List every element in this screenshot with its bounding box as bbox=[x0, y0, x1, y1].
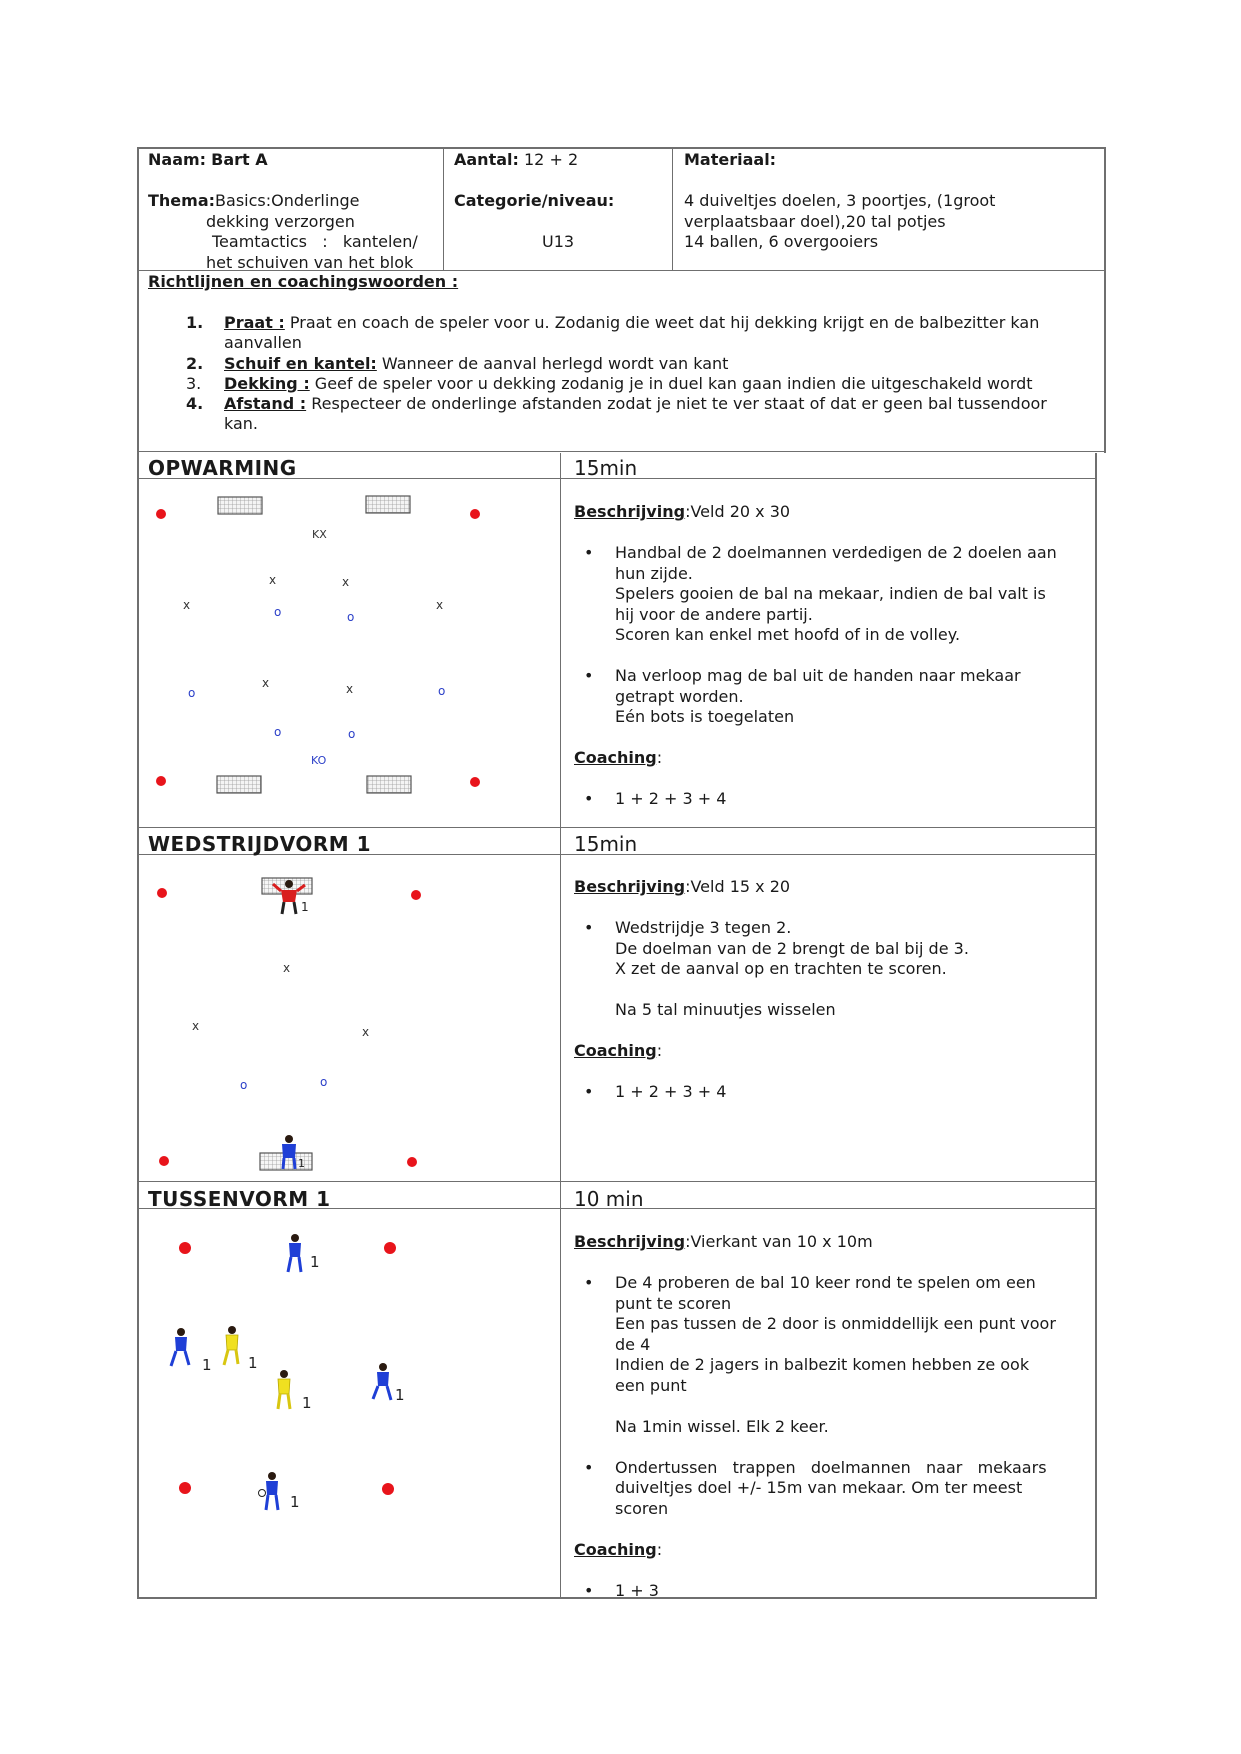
player-o: o bbox=[320, 1075, 328, 1089]
player-o: o bbox=[274, 725, 282, 739]
thema-label: Thema: bbox=[148, 191, 216, 210]
guidelines-list bbox=[138, 313, 1088, 435]
wedstrijdvorm-diagram bbox=[140, 856, 558, 1179]
guideline-item: 4. Afstand : Respecteer de onderlinge afstanden zodat je niet te ver staat of dat er geen bal tussendoor kan. bbox=[186, 394, 1047, 434]
cone bbox=[156, 776, 166, 786]
thema-line: dekking verzorgen bbox=[206, 211, 355, 231]
guideline-item: 1. Praat : Praat en coach de speler voor u. Zodanig die weet dat hij dekking krijgt en de balbezitter kan aanvallen bbox=[186, 313, 1040, 353]
name-value: Bart A bbox=[211, 150, 268, 169]
player-blue-icon bbox=[288, 1234, 301, 1272]
goal bbox=[366, 496, 410, 513]
player-x: x bbox=[192, 1019, 200, 1033]
coaching-bullet: • 1 + 2 + 3 + 4 bbox=[584, 789, 727, 808]
aantal-label: Aantal: bbox=[454, 150, 519, 169]
cone bbox=[157, 888, 167, 898]
bullet-block: • Ondertussen trappen doelmannen naar mekaars duiveltjes doel +/- 15m van mekaar. Om ter meest scoren bbox=[584, 1457, 1047, 1518]
keeper-o-label: KO bbox=[311, 754, 327, 767]
player-number: 1 bbox=[298, 1157, 305, 1170]
goal bbox=[367, 776, 411, 793]
player-yellow-icon bbox=[278, 1370, 290, 1409]
player-blue-icon bbox=[259, 1472, 279, 1510]
goal bbox=[217, 776, 261, 793]
bullet-block: • Na verloop mag de bal uit de handen naar mekaar getrapt worden. Eén bots is toegelaten bbox=[584, 666, 1021, 726]
guideline-item: 3. Dekking : Geef de speler voor u dekking zodanig je in duel kan gaan indien die uitgeschakeld wordt bbox=[186, 373, 1033, 393]
materiaal-line: verplaatsbaar doel),20 tal potjes bbox=[684, 211, 946, 231]
guidelines-title: Richtlijnen en coachingswoorden : bbox=[148, 272, 459, 291]
cone bbox=[384, 1242, 396, 1254]
player-o: o bbox=[274, 605, 282, 619]
cone bbox=[411, 890, 421, 900]
materiaal-line: 14 ballen, 6 overgooiers bbox=[684, 232, 879, 251]
player-number: 1 bbox=[302, 1394, 312, 1412]
bullet-block: • Handbal de 2 doelmannen verdedigen de 2 doelen aan hun zijde. Spelers gooien de bal na mekaar, indien de bal valt is hij voor de andere partij. Scoren kan enkel met hoofd of in de volley. bbox=[584, 543, 1057, 644]
section-title: WEDSTRIJDVORM 1 bbox=[148, 832, 372, 856]
player-x: x bbox=[262, 676, 270, 690]
section-title: TUSSENVORM 1 bbox=[148, 1187, 331, 1211]
player-o: o bbox=[347, 610, 355, 624]
wedstrijdvorm-description: Beschrijving:Veld 15 x 20 • Wedstrijdje 3 tegen 2. De doelman van de 2 brengt de bal bij de 3. X zet de aanval op en trachten te scoren. Na 5 tal minuutjes wisselen Coaching: • 1 + 2 + 3 + 4 bbox=[574, 877, 1089, 1103]
coaching-label: Coaching bbox=[574, 1539, 657, 1559]
thema-line: het schuiven van het blok bbox=[206, 252, 414, 272]
thema-line: Basics:Onderlinge bbox=[215, 191, 360, 210]
section-duration: 15min bbox=[574, 832, 638, 856]
categorie-value: U13 bbox=[542, 232, 575, 251]
section-title: OPWARMING bbox=[148, 456, 297, 480]
opwarming-description: Beschrijving:Veld 20 x 30 • Handbal de 2 doelmannen verdedigen de 2 doelen aan hun zijde. Spelers gooien de bal na mekaar, indien de bal valt is hij voor de andere partij. Scoren kan enkel met hoofd of in de volley. • Na verloop mag de bal uit de handen naar mekaar getrapt worden. Eén bots is toegelaten Coaching: • 1 + 2 + 3 + 4 bbox=[574, 502, 1089, 810]
guideline-item: 2. Schuif en kantel: Wanneer de aanval herlegd wordt van kant bbox=[186, 353, 729, 373]
cone bbox=[382, 1483, 394, 1495]
thema-line: Teamtactics : kantelen/ bbox=[212, 232, 418, 251]
aantal-value: 12 + 2 bbox=[524, 150, 579, 169]
player-o: o bbox=[188, 686, 196, 700]
bullet-block: • Wedstrijdje 3 tegen 2. De doelman van de 2 brengt de bal bij de 3. X zet de aanval op en trachten te scoren. Na 5 tal minuutjes wisselen bbox=[584, 918, 969, 1019]
goal bbox=[218, 497, 262, 514]
name-label: Naam: bbox=[148, 150, 207, 169]
player-yellow-icon bbox=[224, 1326, 238, 1365]
materiaal-block bbox=[684, 191, 995, 253]
cone bbox=[156, 509, 166, 519]
player-x: x bbox=[362, 1025, 370, 1039]
materiaal-line: 4 duiveltjes doelen, 3 poortjes, (1groot bbox=[684, 191, 996, 210]
cone bbox=[179, 1482, 191, 1494]
bullet-block: • De 4 proberen de bal 10 keer rond te spelen om een punt te scoren Een pas tussen de 2 door is onmiddellijk een punt voor de 4 Indien de 2 jagers in balbezit komen hebben ze ook een punt Na 1min wissel. Elk 2 keer. bbox=[584, 1273, 1056, 1436]
player-o: o bbox=[240, 1078, 248, 1092]
aantal-field bbox=[454, 150, 578, 171]
player-x: x bbox=[342, 575, 350, 589]
section-duration: 10 min bbox=[574, 1187, 644, 1211]
player-number: 1 bbox=[248, 1354, 258, 1372]
thema-block bbox=[148, 191, 438, 273]
player-o: o bbox=[438, 684, 446, 698]
materiaal-label: Materiaal: bbox=[684, 150, 777, 169]
player-o: o bbox=[348, 727, 356, 741]
opwarming-diagram bbox=[140, 480, 558, 825]
player-number: 1 bbox=[290, 1493, 300, 1511]
coaching-label: Coaching bbox=[574, 1041, 657, 1060]
name-field bbox=[148, 150, 268, 171]
tussenvorm-description: Beschrijving:Vierkant van 10 x 10m • De 4 proberen de bal 10 keer rond te spelen om een punt te scoren Een pas tussen de 2 door is onmiddellijk een punt voor de 4 Indien de 2 jagers in balbezit komen hebben ze ook een punt Na 1min wissel. Elk 2 keer. • Ondertussen trappen doelmannen naar mekaars duiveltjes doel +/- 15m van mekaar. Om ter meest scoren Coaching: • 1 + 3 bbox=[574, 1232, 1089, 1601]
player-x: x bbox=[269, 573, 277, 587]
player-x: x bbox=[346, 682, 354, 696]
player-x: x bbox=[183, 598, 191, 612]
section-duration: 15min bbox=[574, 456, 638, 480]
coaching-bullet: • 1 + 2 + 3 + 4 bbox=[584, 1082, 727, 1101]
keeper-x-label: KX bbox=[312, 528, 327, 541]
player-number: 1 bbox=[301, 900, 309, 914]
player-number: 1 bbox=[202, 1356, 212, 1374]
cone bbox=[179, 1242, 191, 1254]
player-number: 1 bbox=[310, 1253, 320, 1271]
cone bbox=[470, 509, 480, 519]
player-x: x bbox=[436, 598, 444, 612]
beschrijving-label: Beschrijving bbox=[574, 502, 686, 521]
beschrijving-label: Beschrijving bbox=[574, 877, 686, 896]
player-blue-icon bbox=[373, 1363, 391, 1400]
cone bbox=[470, 777, 480, 787]
coaching-bullet: • 1 + 3 bbox=[584, 1580, 659, 1600]
cone bbox=[159, 1156, 169, 1166]
player-number: 1 bbox=[395, 1386, 405, 1404]
player-x: x bbox=[283, 961, 291, 975]
coaching-label: Coaching bbox=[574, 748, 657, 767]
cone bbox=[407, 1157, 417, 1167]
beschrijving-label: Beschrijving bbox=[574, 1232, 686, 1251]
tussenvorm-diagram bbox=[140, 1210, 558, 1595]
player-blue-icon bbox=[171, 1328, 189, 1366]
categorie-label: Categorie/niveau: bbox=[454, 191, 615, 210]
